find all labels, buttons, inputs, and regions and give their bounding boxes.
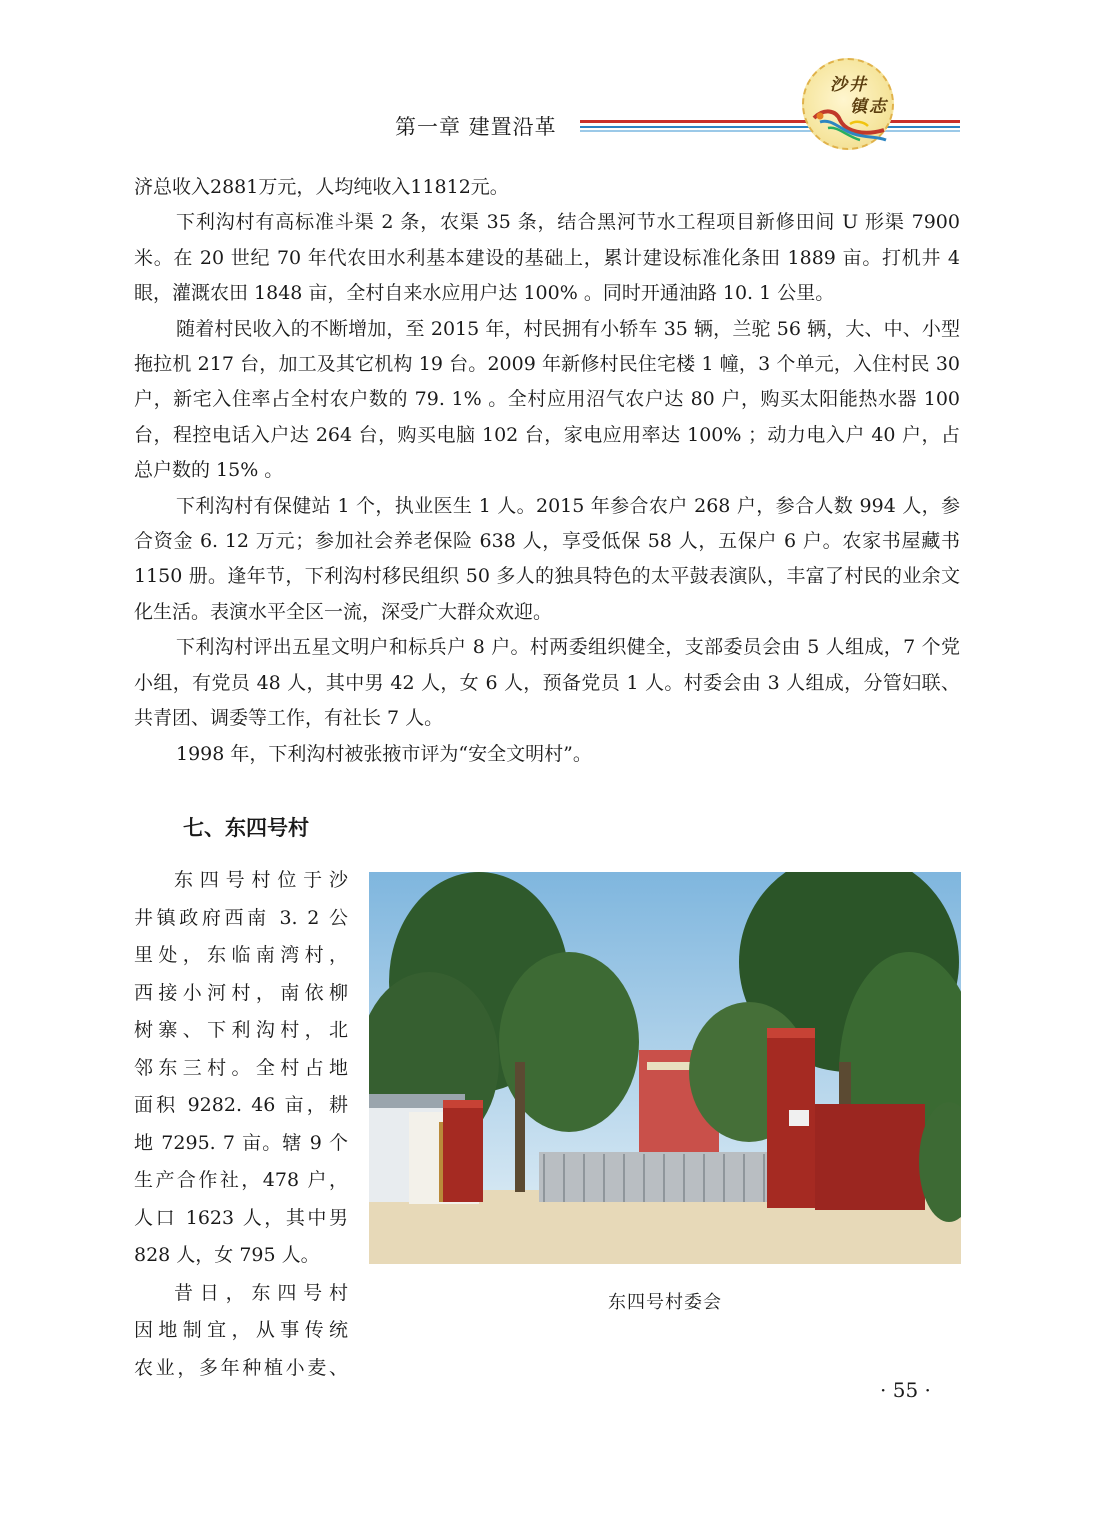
paragraph-2: 下利沟村有高标准斗渠 2 条，农渠 35 条，结合黑河节水工程项目新修田间 U 形渠 7900 米。在 20 世纪 70 年代农田水利基本建设的基础上，累计建设标准化条田 1889 亩。打机井 4 眼，灌溉农田 1848 亩，全村自来水应用户达 100% 。同时开通油路 10. 1 公里。: [134, 211, 960, 305]
emblem-text-line1: 沙井: [830, 75, 868, 95]
emblem-text-line2: 镇志: [850, 97, 888, 117]
section-heading: 七、东四号村: [183, 816, 309, 840]
side-line: 面积 9282. 46 亩，耕: [134, 1094, 348, 1116]
paragraph-3: 随着村民收入的不断增加，至 2015 年，村民拥有小轿车 35 辆，兰驼 56 辆，大、中、小型拖拉机 217 台，加工及其它机构 19 台。2009 年新修村民住宅楼 1 幢，3 个单元，入住村民 30 户，新宅入住率占全村农户数的 79. 1% 。全村应用沼气农户达 80 户，购买太阳能热水器 100 台，程控电话入户达 264 台，购买电脑 102 台，家电应用率达 100% ；动力电入户 40 户，占总户数的 15% 。: [134, 317, 960, 482]
side-line: 生产合作社，478 户，: [134, 1169, 348, 1191]
side-line: 树寨、下利沟村，北: [134, 1019, 348, 1041]
side-line: 里处，东临南湾村，: [134, 944, 348, 966]
side-line: 昔日，东四号村: [174, 1281, 348, 1304]
photo-caption: 东四号村委会: [608, 1292, 722, 1313]
side-line: 井镇政府西南 3. 2 公: [134, 906, 348, 929]
side-column-text: [134, 862, 348, 1387]
town-gazetteer-emblem: [802, 58, 894, 150]
side-line: 因地制宜，从事传统: [134, 1319, 348, 1341]
side-line: 西接小河村，南依柳: [134, 981, 348, 1004]
paragraph-4: 下利沟村有保健站 1 个，执业医生 1 人。2015 年参合农户 268 户，参合人数 994 人，参合资金 6. 12 万元；参加社会养老保险 638 人，享受低保 58 人，五保户 6 户。农家书屋藏书 1150 册。逢年节，下利沟村移民组织 50 多人的独具特色的太平鼓表演队，丰富了村民的业余文化生活。表演水平全区一流，深受广大群众欢迎。: [134, 494, 960, 623]
side-line: 人口 1623 人，其中男: [134, 1206, 348, 1229]
header-rule: [580, 120, 960, 134]
side-line: 828 人，女 795 人。: [134, 1244, 320, 1266]
page-number: · 55 ·: [880, 1378, 931, 1402]
side-line: 邻东三村。全村占地: [134, 1056, 348, 1079]
phoenix-icon: [810, 100, 890, 146]
village-committee-photo: [369, 872, 961, 1264]
paragraph-6: 1998 年，下利沟村被张掖市评为“安全文明村”。: [176, 742, 592, 765]
paragraph-5: 下利沟村评出五星文明户和标兵户 8 户。村两委组织健全，支部委员会由 5 人组成，7 个党小组，有党员 48 人，其中男 42 人，女 6 人，预备党员 1 人。村委会由 3 人组成，分管妇联、共青团、调委等工作，有社长 7 人。: [134, 636, 960, 730]
chapter-title: 第一章 建置沿革: [395, 115, 557, 139]
paragraph-1: 济总收入2881万元，人均纯收入11812元。: [134, 176, 509, 198]
side-line: 农业，多年种植小麦、: [134, 1356, 348, 1379]
side-line: 地 7295. 7 亩。辖 9 个: [134, 1131, 348, 1154]
body-text: [134, 170, 960, 772]
side-line: 东四号村位于沙: [174, 869, 348, 891]
